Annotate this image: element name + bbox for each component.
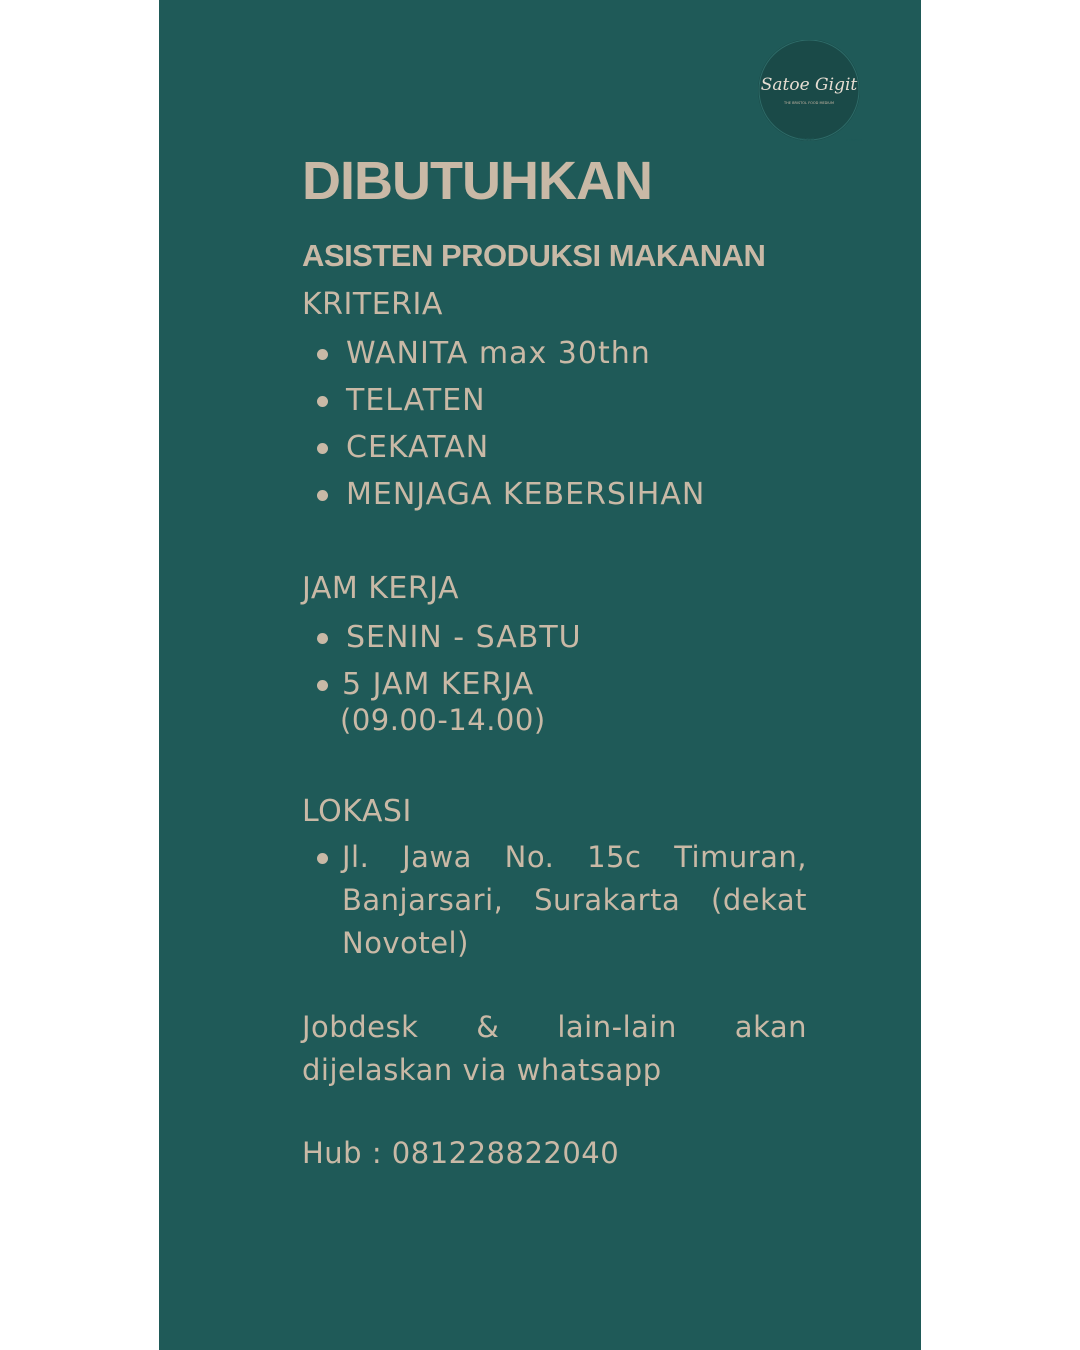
bullet-icon: [317, 396, 328, 407]
svg-text:THE BRISTOL FOOD MEDIUM: THE BRISTOL FOOD MEDIUM: [783, 101, 835, 105]
bullet-icon: [317, 490, 328, 501]
list-item: 5 JAM KERJA: [302, 661, 582, 708]
satoe-gigit-logo: [756, 40, 862, 146]
bullet-icon: [317, 680, 328, 691]
address-text: Jl. Jawa No. 15c Timuran, Banjarsari, Surakarta (dekat Novotel): [342, 840, 807, 960]
list-item: SENIN - SABTU: [302, 614, 582, 661]
position-title: ASISTEN PRODUKSI MAKANAN: [302, 238, 766, 273]
contact-number: Hub : 081228822040: [302, 1136, 620, 1170]
address-item: [302, 836, 807, 965]
bullet-icon: [317, 853, 328, 864]
hours-detail: (09.00-14.00): [340, 703, 546, 737]
svg-text:by satoe.gigit: by satoe.gigit: [790, 137, 814, 141]
list-item: CEKATAN: [302, 424, 705, 471]
svg-text:Satoe Gigit: Satoe Gigit: [760, 75, 858, 95]
bullet-icon: [317, 349, 328, 360]
page-title: DIBUTUHKAN: [302, 151, 652, 211]
location-heading: LOKASI: [302, 794, 412, 829]
criteria-heading: KRITERIA: [302, 287, 443, 322]
bullet-icon: [317, 633, 328, 644]
hours-heading: JAM KERJA: [302, 571, 460, 606]
svg-text:a.Monnin: a.Monnin: [845, 138, 862, 142]
list-item: WANITA max 30thn: [302, 330, 705, 377]
bullet-icon: [317, 443, 328, 454]
list-item: TELATEN: [302, 377, 705, 424]
jobdesk-text: Jobdesk & lain-lain akan dijelaskan via whatsapp: [302, 1010, 807, 1087]
criteria-list: [302, 330, 705, 518]
hours-list: [302, 614, 582, 708]
list-item: MENJAGA KEBERSIHAN: [302, 471, 705, 518]
